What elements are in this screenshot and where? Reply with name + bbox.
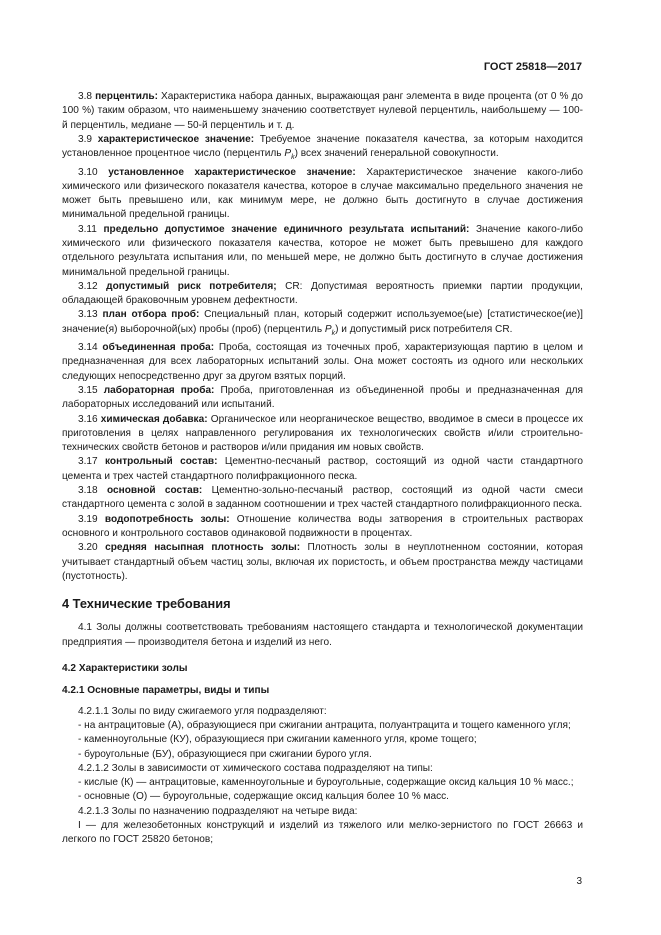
definition-text: Значение какого-либо химического или физического показателя качества, которое не может быть превышено для каждого отдельного результата испытания или, по меньшей мере, не должно быть достигнуто в случае достижения минимальной предельной границы. [62,223,583,278]
definition-text-tail: ) всех значений генеральной совокупности. [294,148,499,160]
definition-number: 3.17 [78,456,98,468]
definition-term: средняя насыпная плотность золы: [105,542,301,554]
percentile-subscript: k [331,329,336,337]
percentile-subscript: k [291,154,295,162]
section-line: - основные (О) — буроугольные, содержащие оксид кальция более 10 % масс. [78,791,449,803]
section-line: - кислые (К) — антрацитовые, каменноугольные и буроугольные, содержащие оксид кальция 10 % масс.; [78,777,574,789]
definition-item [62,166,583,223]
percentile-symbol: P [324,323,332,335]
definition-number: 3.16 [78,413,98,425]
definition-term: объединенная проба: [102,342,215,354]
section-lines [62,705,583,848]
definition-term: предельно допустимое значение единичного результата испытаний: [103,223,470,235]
definition-term: установленное характеристическое значение: [108,166,356,178]
definition-item [62,280,583,309]
definition-number: 3.11 [78,223,97,235]
definition-number: 3.8 [78,91,93,102]
definition-item [62,223,583,280]
definition-number: 3.9 [78,133,93,145]
definition-item [62,513,583,542]
section-line: 4.2.1.3 Золы по назначению подразделяют на четыре вида: [78,805,358,817]
definition-item [62,308,583,341]
definition-number: 3.15 [78,384,98,396]
definition-text-tail: ) и допустимый риск потребителя CR. [335,323,513,335]
definition-number: 3.12 [78,280,98,292]
definition-term: химическая добавка: [100,413,208,425]
definition-text: Проба, состоящая из точечных проб, характеризующая партию в целом и предназначенная для всех лабораторных испытаний золы. Она может состоять из одного или нескольких следующих непосредственно друг за другом взятых порций. [62,342,583,382]
definition-text: Характеристическое значение какого-либо химического или физического показателя качества, которое в случае максимально предельного значения не может быть превышено или, как минимум мере, не должно быть достигнуто в случае достижения минимальной предельной границы. [62,166,583,221]
definition-term: основной состав: [107,485,203,497]
definition-number: 3.19 [78,513,98,525]
definition-term: лабораторная проба: [103,384,215,396]
definition-number: 3.13 [78,309,98,321]
section-line: - буроугольные (БУ), образующиеся при сжигании бурого угля. [78,748,372,760]
definition-item [62,541,583,584]
section-line: - каменноугольные (КУ), образующиеся при сжигании каменного угля, кроме тощего; [78,734,477,746]
definition-term: характеристическое значение: [97,133,255,145]
definition-text: Характеристика набора данных, выражающая ранг элемента в виде процента (от 0 % до 100 %) таким образом, что наименьшему значению соответствует нулевой перцентиль, наибольшему — 100-й перцентиль, медиане — 50-й перцентиль и т. д. [62,91,583,131]
definition-item [62,413,583,456]
definition-term: допустимый риск потребителя; [106,280,277,292]
percentile-symbol: P [284,148,292,160]
section-line: 4.2.1.1 Золы по виду сжигаемого угля подразделяют: [78,705,327,717]
section-line: I — для железобетонных конструкций и изделий из тяжелого или мелко-зернистого по ГОСТ 26663 и легкого по ГОСТ 25820 бетонов; [62,819,583,846]
page-content [62,90,583,848]
definitions-list [62,90,583,584]
definition-item [62,133,583,166]
definition-item [62,455,583,484]
definition-text: Специальный план, который содержит используемое(ые) [статистическое(ие)] значение(я) выборочной(ых) пробы (проб) (перцентиль [62,309,583,335]
definition-item [62,90,583,133]
definition-term: контрольный состав: [105,456,218,468]
definition-term: перцентиль: [95,91,158,102]
definition-item [62,341,583,384]
document-header: ГОСТ 25818—2017 [483,61,582,73]
definition-number: 3.20 [78,542,98,554]
definition-number: 3.18 [78,485,98,497]
definition-text: Плотность золы в неуплотненном состоянии, которая учитывает стандартный объем частиц золы, включая их пористость, и объем пространства между частицами (пустотность). [62,542,583,582]
definition-text: Отношение количества воды затворения в строительных растворах основного и контрольного составов одинаковой подвижности в процентах. [62,513,583,539]
definition-term: водопотребность золы: [104,513,230,525]
definition-term: план отбора проб: [102,309,200,321]
definition-text: Проба, приготовленная из объединенной пробы и предназначенная для лабораторных исследований или испытаний. [62,384,583,411]
section-line: - на антрацитовые (А), образующиеся при сжигании антрацита, полуантрацита и тощего каменного угля; [78,719,571,731]
page-number: 3 [576,876,582,887]
definition-number: 3.10 [78,166,98,178]
definition-text: Цементно-зольно-песчаный раствор, состоящий из одной части смеси стандартного цемента с золой в заданном соотношении и трех частей стандартного полифракционного песка. [62,485,583,511]
subsubsection-title: 4.2.1 Основные параметры, виды и типы [62,685,270,697]
definition-item [62,484,583,513]
section-line: 4.2.1.2 Золы в зависимости от химического состава подразделяют на типы: [78,762,433,774]
paragraph-4-1: 4.1 Золы должны соответствовать требованиям настоящего стандарта и технологической документации предприятия — производителя бетона и изделий из него. [62,622,583,648]
subsection-title: 4.2 Характеристики золы [62,663,188,675]
definition-number: 3.14 [78,342,98,354]
definition-text: CR: Допустимая вероятность приемки партии продукции, обладающей браковочным уровнем дефектности. [62,280,583,307]
definition-text: Органическое или неорганическое вещество, вводимое в смеси в процессе их приготовления в целях направленного регулирования их технологических свойств и/или строительно-технических свойств бетонов и растворов и/или придания им новых свойств. [62,413,583,454]
definition-text: Цементно-песчаный раствор, состоящий из одной части стандартного цемента и трех частей стандартного полифракционного песка. [62,456,583,482]
definition-text: Требуемое значение показателя качества, за которым находится установленное процентное число (перцентиль [62,133,583,160]
section-title: 4 Технические требования [62,596,231,612]
definition-item [62,384,583,413]
